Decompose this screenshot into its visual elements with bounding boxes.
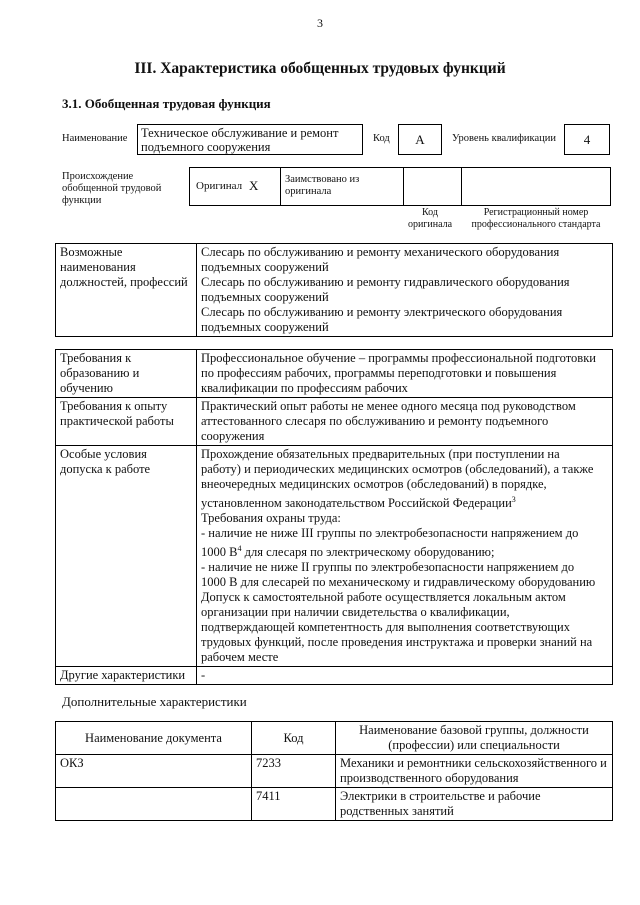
subsection-title: 3.1. Обобщенная трудовая функция — [62, 96, 271, 111]
special-line: рабочем месте — [201, 650, 279, 665]
special-line: организации при наличии свидетельства о квалификации, — [201, 605, 510, 620]
special-line: Допуск к самостоятельной работе осуществляется локальным актом — [201, 590, 566, 605]
education-line: по профессиям рабочих, программы переподготовки и повышения — [201, 366, 557, 380]
other-label: Другие характеристики — [56, 667, 197, 685]
special-line: внеочередных медицинских осмотров (обследований) в порядке, — [201, 477, 547, 491]
experience-line: аттестованного слесаря по обслуживанию и ремонту подъемного — [201, 414, 549, 428]
row-name: Механики и ремонтники сельскохозяйственного и производственного оборудования — [336, 755, 613, 788]
special-line-text: установленном законодательством Российской Федерации — [201, 496, 512, 511]
borrowed-label: Заимствовано из оригинала — [285, 174, 360, 198]
code-caption: Код оригинала — [407, 207, 453, 230]
experience-line: Практический опыт работы не менее одного месяца под руководством — [201, 399, 576, 413]
table-row — [56, 788, 613, 821]
row-code: 7233 — [252, 755, 336, 788]
footnote-4: 4 — [237, 544, 242, 554]
position-line: подъемных сооружений — [201, 290, 329, 304]
additional-heading: Дополнительные характеристики — [62, 694, 247, 709]
position-line: Слесарь по обслуживанию и ремонту гидравлического оборудования — [201, 275, 570, 289]
special-value — [197, 446, 613, 667]
row-code: 7411 — [252, 788, 336, 821]
education-line: квалификации по профессиям рабочих — [201, 381, 408, 395]
code-label: Код — [373, 133, 390, 144]
col-name-header: Наименование базовой группы, должности (профессии) или специальности — [336, 722, 613, 755]
experience-line: сооружения — [201, 429, 265, 443]
row-doc: ОКЗ — [56, 755, 252, 788]
special-line: трудовых функций, после проведения инструктажа и проверки знаний на — [201, 635, 593, 650]
original-mark: X — [249, 178, 259, 193]
special-line-text: 1000 В — [201, 545, 238, 560]
education-value — [197, 350, 613, 398]
original-label: Оригинал — [196, 180, 243, 192]
position-line: Слесарь по обслуживанию и ремонту электрического оборудования — [201, 305, 563, 319]
page-number: 3 — [317, 16, 323, 30]
special-line: - наличие не ниже II группы по электробезопасности напряжением до — [201, 560, 575, 575]
origin-label: Происхождение обобщенной трудовой функции — [62, 171, 162, 207]
experience-value — [197, 398, 613, 446]
special-line — [201, 492, 608, 511]
education-label: Требования к образованию и обучению — [56, 350, 197, 398]
footnote-3: 3 — [511, 495, 516, 504]
special-label: Особые условия допуска к работе — [56, 446, 197, 667]
positions-table — [55, 243, 613, 337]
requirements-table — [55, 349, 613, 685]
row-name: Электрики в строительстве и рабочие родственных занятий — [336, 788, 613, 821]
reg-caption: Регистрационный номер профессионального стандарта — [471, 207, 601, 230]
special-line — [201, 541, 608, 560]
special-line: 1000 В для слесарей по механическому и гидравлическому оборудованию — [201, 575, 596, 590]
col-doc-header: Наименование документа — [56, 722, 252, 755]
positions-value — [197, 244, 613, 337]
name-value: Техническое обслуживание и ремонт подъемного сооружения — [137, 124, 363, 155]
positions-label: Возможные наименования должностей, профессий — [56, 244, 197, 337]
experience-label: Требования к опыту практической работы — [56, 398, 197, 446]
special-line: Требования охраны труда: — [201, 511, 341, 526]
other-value: - — [197, 667, 613, 685]
name-label: Наименование — [62, 133, 128, 144]
code-value: A — [398, 124, 442, 155]
level-label: Уровень квалификации — [452, 133, 557, 144]
position-line: подъемных сооружений — [201, 320, 329, 334]
special-line: работу) и периодических медицинских осмотров (обследований), а также — [201, 462, 594, 476]
level-value: 4 — [564, 124, 610, 155]
education-line: Профессиональное обучение – программы профессиональной подготовки — [201, 351, 596, 365]
special-line: подтверждающей компетентность для выполнения соответствующих — [201, 620, 571, 635]
origin-box — [189, 167, 611, 206]
special-line: Прохождение обязательных предварительных (при поступлении на — [201, 447, 560, 461]
position-line: Слесарь по обслуживанию и ремонту механического оборудования — [201, 245, 560, 259]
additional-table — [55, 721, 613, 821]
special-line: - наличие не ниже III группы по электробезопасности напряжением до — [201, 526, 579, 541]
special-line-text: для слесаря по электрическому оборудованию; — [241, 545, 495, 560]
position-line: подъемных сооружений — [201, 260, 329, 274]
col-code-header: Код — [252, 722, 336, 755]
table-row — [56, 755, 613, 788]
row-doc — [56, 788, 252, 821]
section-title: III. Характеристика обобщенных трудовых функций — [134, 60, 506, 77]
